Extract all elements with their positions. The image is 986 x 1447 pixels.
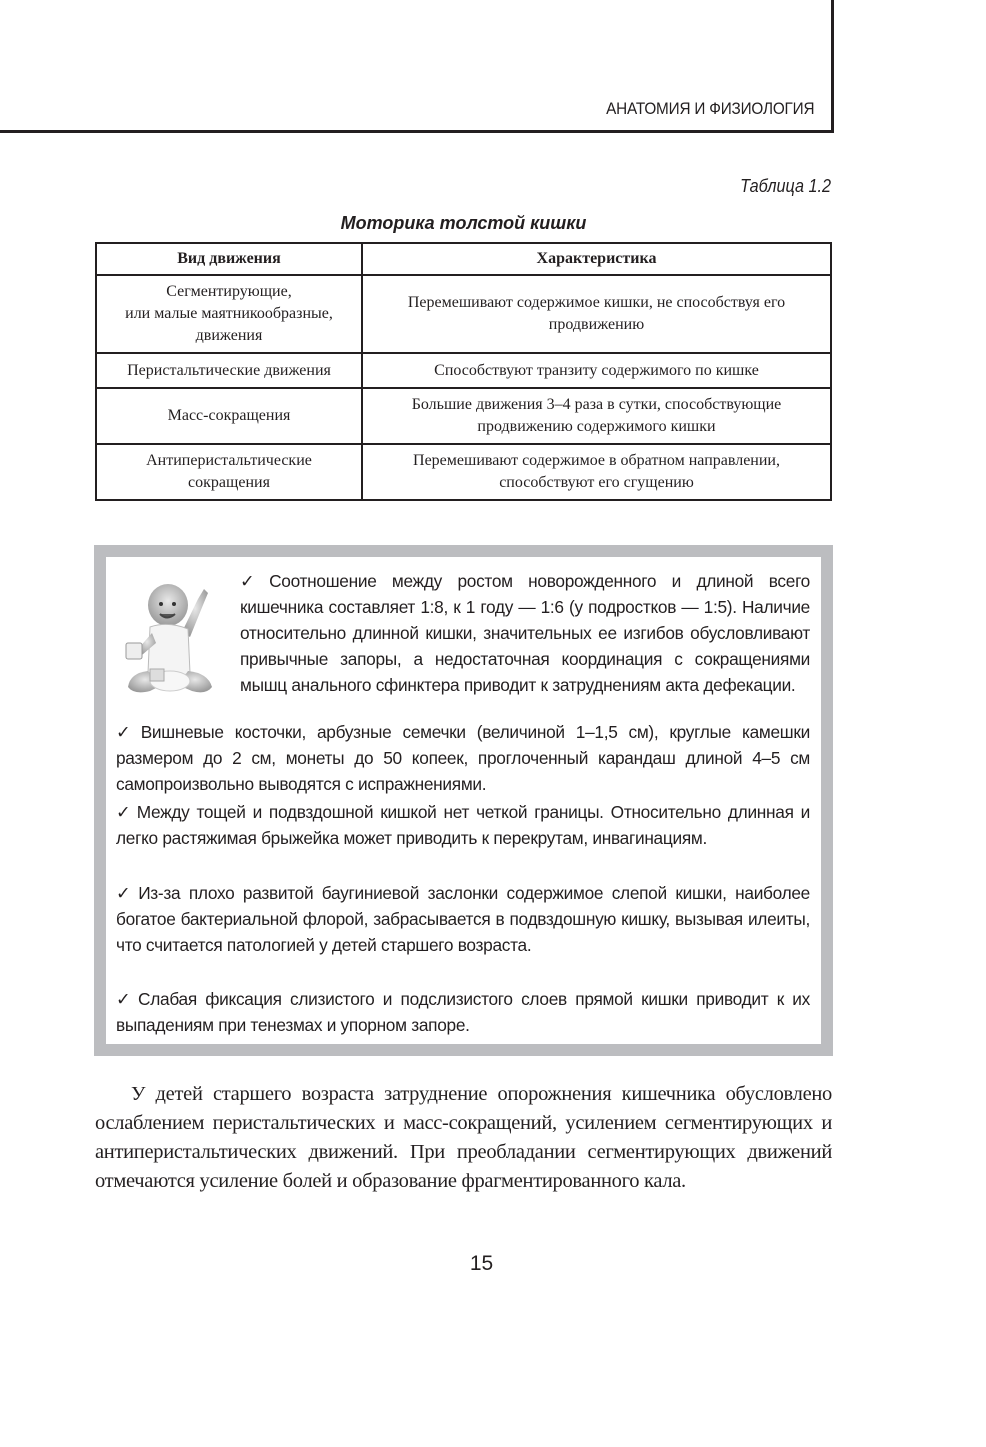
callout-item-text: Вишневые косточки, арбузные семечки (величиной 1–1,5 см), круглые камешки размером до 2 см, монеты до 50 копеек, проглоченный карандаш длиной 4–5 см самопроизвольно выводятся с испражнениями. xyxy=(116,722,810,794)
table-row xyxy=(96,388,831,444)
callout-item xyxy=(116,986,810,1038)
header-rule xyxy=(0,130,834,133)
body-paragraph: У детей старшего возраста затруднение опорожнения кишечника обусловлено ослаблением перистальтических и масс-сокращений, усилением сегментирующих и антиперистальтических движений. При преобладании сегментирующих движений отмечаются усиление болей и образование фрагментированного кала. xyxy=(95,1083,832,1192)
table-row xyxy=(96,444,831,500)
callout-item xyxy=(116,799,810,851)
motility-table xyxy=(95,242,832,501)
header-vertical-rule xyxy=(831,0,834,133)
table-number: Таблица 1.2 xyxy=(740,176,831,196)
callout-item-text: Слабая фиксация слизистого и подслизистого слоев прямой кишки приводит к их выпадениям при тенезмах и упорном запоре. xyxy=(116,989,810,1035)
info-callout-box xyxy=(94,545,833,1056)
cell-description: Перемешивают содержимое кишки, не способствуя его продвижению xyxy=(362,275,831,353)
cell-type xyxy=(96,444,362,500)
checkmark-icon: ✓ xyxy=(116,989,135,1009)
cell-type-line: движения xyxy=(195,327,263,344)
page-number: 15 xyxy=(469,1252,494,1275)
column-header-description: Характеристика xyxy=(362,243,831,275)
callout-item-text: Из-за плохо развитой баугиниевой заслонки содержимое слепой кишки, наиболее богатое бактериальной флорой, забрасывается в подвздошную кишку, вызывая илеиты, что считается патологией у детей старшего возраста. xyxy=(116,883,810,955)
table-title: Моторика толстой кишки xyxy=(340,213,587,233)
baby-photo-icon xyxy=(120,577,225,699)
checkmark-icon: ✓ xyxy=(116,722,137,742)
cell-type-line: Антиперистальтические xyxy=(146,452,312,469)
table-header-row xyxy=(96,243,831,275)
cell-description: Способствуют транзиту содержимого по кишке xyxy=(362,353,831,388)
callout-item xyxy=(116,719,810,797)
callout-item-text: Соотношение между ростом новорожденного и длиной всего кишечника составляет 1:8, к 1 году — 1:6 (у подростков — 1:5). Наличие относительно длинной кишки, значительных ее изгибов обусловливают привычные запоры, а недостаточная координация с сокращениями мышц анального сфинктера приводит к затруднениям акта дефекации. xyxy=(240,571,810,695)
cell-type-line: сокращения xyxy=(188,474,270,491)
cell-type-line: или малые маятникообразные, xyxy=(125,305,333,322)
cell-description: Перемешивают содержимое в обратном направлении, способствуют его сгущению xyxy=(362,444,831,500)
checkmark-icon: ✓ xyxy=(116,883,135,903)
running-title: АНАТОМИЯ И ФИЗИОЛОГИЯ xyxy=(605,99,814,118)
cell-type: Перистальтические движения xyxy=(96,353,362,388)
cell-type-line: Сегментирующие, xyxy=(166,283,292,300)
cell-type: Масс-сокращения xyxy=(96,388,362,444)
callout-item xyxy=(116,880,810,958)
cell-description: Большие движения 3–4 раза в сутки, способствующие продвижению содержимого кишки xyxy=(362,388,831,444)
column-header-type: Вид движения xyxy=(96,243,362,275)
checkmark-icon: ✓ xyxy=(240,571,266,591)
table-row xyxy=(96,353,831,388)
table-row xyxy=(96,275,831,353)
cell-type xyxy=(96,275,362,353)
checkmark-icon: ✓ xyxy=(116,802,133,822)
callout-item xyxy=(240,568,810,698)
callout-item-text: Между тощей и подвздошной кишкой нет четкой границы. Относительно длинная и легко растяжимая брыжейка может приводить к перекрутам, инвагинациям. xyxy=(116,802,811,848)
